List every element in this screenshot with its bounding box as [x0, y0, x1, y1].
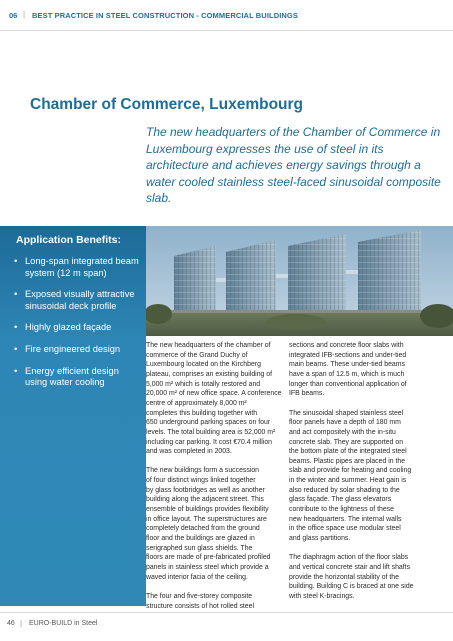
body-paragraph: The sinusoidal shaped stainless steel floor panels have a depth of 180 mm and act compositely with the in-situ concrete slab. They are supported on the bottom plate of the integrated steel beams. Plastic pipes are placed in the slab and provide for heating and cooling in the winter and summer. Heat gain is also reduced by solar shading to the glass façade. The glass elevators contribute to the lightness of these new headquarters. The internal walls in the office space use modular steel and glass partitions.	[289, 409, 412, 543]
body-paragraph: The four and five-storey composite structure consists of hot rolled steel	[146, 592, 255, 610]
benefit-item	[14, 366, 142, 389]
benefits-heading: Application Benefits:	[16, 234, 122, 246]
article-title: Chamber of Commerce, Luxembourg	[30, 96, 304, 113]
body-column-1	[146, 341, 289, 621]
bullet-icon: •	[14, 289, 18, 301]
benefit-item	[14, 322, 142, 334]
bullet-icon: •	[14, 322, 18, 334]
body-paragraph: The new buildings form a succession of four distinct wings linked together by glass footbridges as well as another building along the adjacent street. This ensemble of buildings provides flexibility in office layout. The superstructures are completely detached from the ground floor and the buildings are glazed in serigraphed sun glass shields. The floors are made of pre-fabricated profiled panels in stainless steel which provide a waved interior facia of the ceiling.	[146, 467, 271, 581]
footer-publication: EURO-BUILD in Steel	[29, 620, 98, 627]
building-photo-illustration	[146, 226, 453, 336]
page-header	[0, 0, 453, 31]
body-paragraph: The new headquarters of the chamber of commerce of the Grand Duchy of Luxembourg located on the Kirchberg plateau, comprises an existing building of 5,000 m² which is totally restored and 20,000 m² of new office space. A conference centre of approximately 8,000 m² completes this building together with 650 underground parking spaces on four levels. The total building area is 52,000 m² including car parking. It cost €70.4 million and was completed in 2003.	[146, 342, 282, 456]
header-separator: |	[23, 10, 26, 19]
header-running-title: BEST PRACTICE IN STEEL CONSTRUCTION - COMMERCIAL BUILDINGS	[32, 11, 298, 20]
footer-page-number: 46	[7, 620, 15, 627]
article-intro: The new headquarters of the Chamber of Commerce in Luxembourg expresses the use of steel in its architecture and achieves energy savings through a water cooled stainless steel-faced sinusoidal composite slab.	[146, 125, 441, 205]
page-footer	[0, 612, 453, 641]
benefits-list	[14, 256, 142, 399]
bullet-icon: •	[14, 365, 18, 377]
benefit-item	[14, 344, 142, 356]
benefit-text: Fire engineered design	[25, 343, 121, 354]
benefit-text: Energy efficient design using water cooling	[25, 365, 119, 388]
benefit-text: Highly glazed façade	[25, 322, 112, 333]
benefit-text: Long-span integrated beam system (12 m span)	[25, 256, 139, 278]
benefit-item	[14, 289, 142, 312]
body-paragraph: The diaphragm action of the floor slabs and vertical concrete stair and lift shafts provide the horizontal stability of the building. Building C is braced at one side with steel K-bracings.	[289, 554, 414, 600]
header-page-number: 06	[9, 11, 18, 20]
benefit-item	[14, 256, 142, 279]
footer-separator: |	[20, 619, 23, 628]
bullet-icon: •	[14, 256, 18, 267]
body-column-2	[289, 341, 432, 611]
bullet-icon: •	[14, 343, 18, 355]
benefit-text: Exposed visually attractive sinusoidal deck profile	[25, 289, 135, 311]
building-photo	[146, 226, 453, 336]
body-paragraph: sections and concrete floor slabs with integrated IFB-sections and under-tied main beams. These under-tied beams have a span of 12.5 m, which is much longer than conventional application of IFB beams.	[289, 342, 407, 398]
application-benefits-panel	[0, 226, 146, 606]
